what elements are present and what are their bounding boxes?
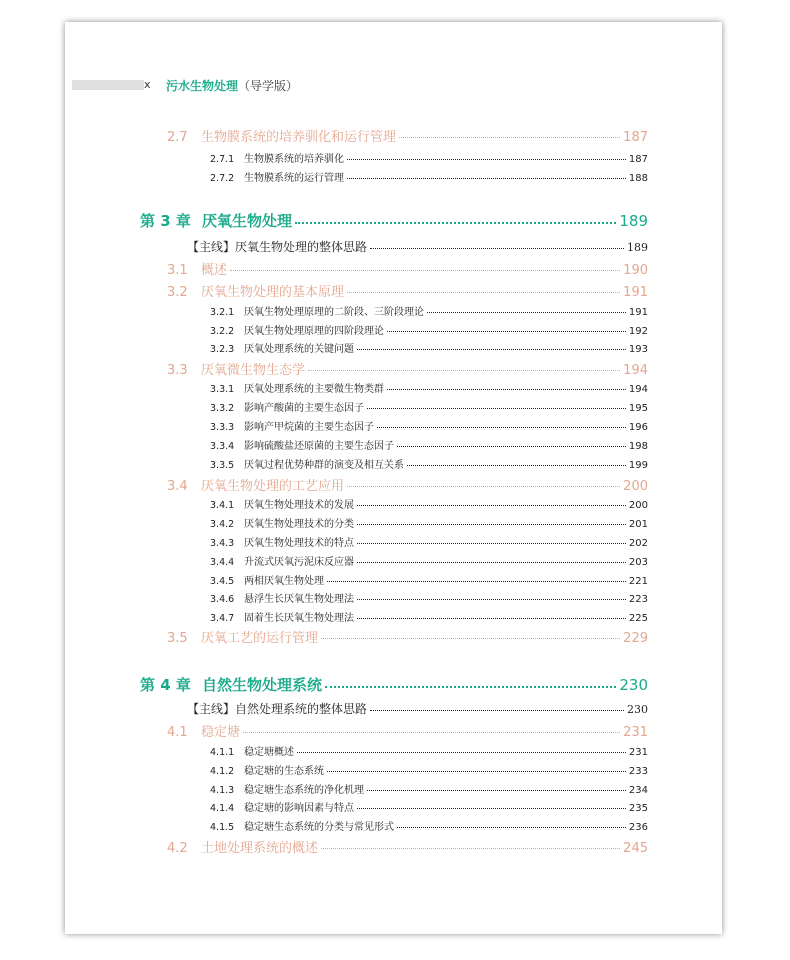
toc-entry-sub (210, 818, 648, 833)
toc-entry-sub (210, 169, 648, 184)
dot-leader (357, 599, 626, 600)
toc-entry-title: 稳定塘的影响因素与特点 (244, 803, 354, 814)
toc-entry-page: 235 (628, 803, 648, 814)
toc-entry-title: 厌氧生物处理技术的特点 (244, 538, 354, 549)
dot-leader (357, 349, 626, 350)
toc-entry-number: 4.1.4 (210, 803, 235, 814)
toc-entry-sub (210, 762, 648, 777)
toc-entry-title: 生物膜系统的运行管理 (244, 173, 344, 184)
dot-leader (357, 543, 626, 544)
toc-entry-title: 概述 (201, 263, 228, 278)
toc-entry-page: 229 (623, 631, 648, 646)
toc-entry-page: 203 (628, 557, 648, 568)
toc-entry-section (167, 359, 648, 378)
toc-entry-page: 200 (628, 500, 648, 511)
toc-entry-page: 193 (628, 344, 648, 355)
dot-leader (325, 686, 616, 688)
toc-entry-sub (210, 534, 648, 549)
toc-entry-title: 【主线】厌氧生物处理的整体思路 (187, 240, 368, 254)
toc-entry-number: 4.2 (167, 841, 188, 856)
header-page-number: x (144, 78, 151, 91)
toc-entry-page: 236 (628, 822, 648, 833)
toc-entry-title: 厌氧微生物生态学 (201, 363, 306, 378)
toc-entry-number: 4.1.1 (210, 747, 235, 758)
toc-entry-page: 191 (623, 285, 648, 300)
dot-leader (295, 222, 616, 224)
header-book-title (166, 77, 298, 94)
toc-entry-number: 3.4.1 (210, 500, 235, 511)
toc-entry-page: 187 (628, 154, 648, 165)
dot-leader (357, 524, 626, 525)
dot-leader (357, 505, 626, 506)
toc-entry-number: 3.2.1 (210, 307, 235, 318)
toc-entry-number: 3.4.2 (210, 519, 235, 530)
toc-entry-title: 生物膜系统的培养驯化和运行管理 (201, 130, 397, 145)
toc-entry-title: 悬浮生长厌氧生物处理法 (244, 594, 354, 605)
dot-leader (397, 827, 626, 828)
toc-entry-number: 3.3.3 (210, 422, 235, 433)
toc-entry-number: 4.1.3 (210, 785, 235, 796)
toc-entry-title: 厌氧生物处理原理的四阶段理论 (244, 326, 384, 337)
toc-entry-number: 3.4.3 (210, 538, 235, 549)
toc-entry-number: 3.4.7 (210, 613, 235, 624)
toc-entry-page: 194 (623, 363, 648, 378)
toc-entry-number: 3.2 (167, 285, 188, 300)
toc-entry-number: 3.4.6 (210, 594, 235, 605)
toc-entry-sub (210, 515, 648, 530)
dot-leader (387, 389, 626, 390)
toc-entry-sub (210, 456, 648, 471)
toc-entry-page: 188 (628, 173, 648, 184)
dot-leader (357, 562, 626, 563)
dot-leader (357, 808, 626, 809)
toc-entry-sub (210, 380, 648, 395)
toc-entry-title: 影响产酸菌的主要生态因子 (244, 403, 364, 414)
toc-entry-number: 3.4.5 (210, 576, 235, 587)
toc-entry-number: 2.7.1 (210, 154, 235, 165)
toc-entry-page: 198 (628, 441, 648, 452)
toc-entry-number: 2.7 (167, 130, 188, 145)
dot-leader (399, 137, 620, 138)
toc-entry-section (167, 281, 648, 300)
toc-entry-title: 自然生物处理系统 (202, 676, 323, 694)
toc-entry-sub (210, 437, 648, 452)
toc-entry-title: 稳定塘 (201, 725, 241, 740)
toc-entry-sub (210, 150, 648, 165)
dot-leader (370, 710, 624, 711)
dot-leader (243, 732, 620, 733)
toc-entry-title: 厌氧生物处理的基本原理 (201, 285, 345, 300)
toc-entry-title: 厌氧生物处理技术的发展 (244, 500, 354, 511)
toc-entry-number: 第 4 章 (140, 676, 191, 694)
toc-entry-page: 202 (628, 538, 648, 549)
toc-entry-page: 189 (627, 241, 648, 254)
toc-entry-page: 230 (627, 703, 648, 716)
toc-entry-page: 190 (623, 263, 648, 278)
toc-entry-sub (210, 418, 648, 433)
toc-entry-page: 221 (628, 576, 648, 587)
dot-leader (357, 618, 626, 619)
dot-leader (367, 790, 626, 791)
toc-entry-number: 3.3.1 (210, 384, 235, 395)
toc-entry-page: 192 (628, 326, 648, 337)
toc-entry-number: 3.4.4 (210, 557, 235, 568)
toc-entry-title: 厌氧生物处理的工艺应用 (201, 479, 345, 494)
toc-entry-page: 200 (623, 479, 648, 494)
toc-entry-page: 195 (628, 403, 648, 414)
toc-entry-section (167, 475, 648, 494)
dot-leader (327, 581, 626, 582)
dot-leader (347, 178, 626, 179)
toc-entry-page: 231 (623, 725, 648, 740)
toc-entry-sub (210, 322, 648, 337)
toc-entry-number: 4.1.2 (210, 766, 235, 777)
toc-entry-page: 196 (628, 422, 648, 433)
toc-entry-number: 3.3.5 (210, 460, 235, 471)
dot-leader (427, 312, 626, 313)
dot-leader (367, 408, 626, 409)
toc-entry-sub (210, 781, 648, 796)
toc-entry-number: 2.7.2 (210, 173, 235, 184)
dot-leader (377, 427, 626, 428)
book-subtitle: （导学版） (238, 79, 299, 93)
toc-entry-page: 245 (623, 841, 648, 856)
toc-entry-page: 234 (628, 785, 648, 796)
toc-entry-page: 199 (628, 460, 648, 471)
toc-entry-page: 233 (628, 766, 648, 777)
toc-entry-chapter (140, 674, 648, 695)
dot-leader (321, 848, 620, 849)
toc-entry-page: 201 (628, 519, 648, 530)
toc-entry-page: 223 (628, 594, 648, 605)
dot-leader (327, 771, 626, 772)
toc-entry-title: 生物膜系统的培养驯化 (244, 154, 344, 165)
dot-leader (347, 292, 620, 293)
dot-leader (230, 270, 620, 271)
toc-entry-mainline (187, 700, 648, 717)
toc-entry-section (167, 837, 648, 856)
toc-entry-title: 稳定塘的生态系统 (244, 766, 324, 777)
toc-entry-number: 3.2.3 (210, 344, 235, 355)
toc-entry-number: 4.1.5 (210, 822, 235, 833)
book-title: 污水生物处理 (166, 79, 239, 93)
dot-leader (297, 752, 626, 753)
toc-entry-section (167, 721, 648, 740)
toc-entry-number: 3.5 (167, 631, 188, 646)
toc-entry-sub (210, 609, 648, 624)
toc-entry-number: 3.3.2 (210, 403, 235, 414)
toc-entry-title: 厌氧工艺的运行管理 (201, 631, 319, 646)
toc-entry-section (167, 627, 648, 646)
toc-entry-page: 187 (623, 130, 648, 145)
dot-leader (407, 465, 626, 466)
dot-leader (347, 486, 620, 487)
toc-entry-number: 3.3 (167, 363, 188, 378)
toc-entry-title: 土地处理系统的概述 (201, 841, 319, 856)
toc-entry-sub (210, 303, 648, 318)
toc-entry-page: 189 (619, 212, 648, 230)
toc-entry-number: 3.1 (167, 263, 188, 278)
running-header (72, 78, 322, 92)
toc-entry-title: 厌氧生物处理技术的分类 (244, 519, 354, 530)
toc-entry-title: 【主线】自然处理系统的整体思路 (187, 702, 368, 716)
toc-entry-mainline (187, 238, 648, 255)
dot-leader (347, 159, 626, 160)
toc-entry-number: 4.1 (167, 725, 188, 740)
toc-entry-title: 稳定塘概述 (244, 747, 294, 758)
toc-entry-sub (210, 743, 648, 758)
toc-entry-title: 厌氧生物处理 (202, 212, 293, 230)
toc-entry-sub (210, 496, 648, 511)
toc-entry-sub (210, 340, 648, 355)
toc-entry-title: 固着生长厌氧生物处理法 (244, 613, 354, 624)
dot-leader (387, 331, 626, 332)
toc-entry-title: 稳定塘生态系统的净化机理 (244, 785, 364, 796)
toc-entry-sub (210, 553, 648, 568)
toc-entry-title: 两相厌氧生物处理 (244, 576, 324, 587)
toc-entry-page: 230 (619, 676, 648, 694)
dot-leader (397, 446, 626, 447)
toc-entry-number: 3.2.2 (210, 326, 235, 337)
header-bar (72, 80, 144, 90)
dot-leader (370, 248, 624, 249)
toc-entry-number: 3.3.4 (210, 441, 235, 452)
toc-entry-chapter (140, 210, 648, 231)
toc-entry-title: 稳定塘生态系统的分类与常见形式 (244, 822, 394, 833)
toc-entry-number: 第 3 章 (140, 212, 191, 230)
toc-entry-sub (210, 799, 648, 814)
toc-entry-title: 升流式厌氧污泥床反应器 (244, 557, 354, 568)
toc-entry-sub (210, 572, 648, 587)
toc-entry-page: 191 (628, 307, 648, 318)
dot-leader (308, 370, 620, 371)
toc-entry-number: 3.4 (167, 479, 188, 494)
toc-entry-title: 厌氧处理系统的关键问题 (244, 344, 354, 355)
toc-entry-title: 厌氧过程优势种群的演变及相互关系 (244, 460, 404, 471)
toc-entry-title: 影响硫酸盐还原菌的主要生态因子 (244, 441, 394, 452)
toc-entry-title: 厌氧生物处理原理的二阶段、三阶段理论 (244, 307, 424, 318)
toc-entry-title: 影响产甲烷菌的主要生态因子 (244, 422, 374, 433)
toc-entry-section (167, 259, 648, 278)
toc-entry-page: 231 (628, 747, 648, 758)
toc-entry-page: 225 (628, 613, 648, 624)
toc-entry-section (167, 126, 648, 145)
toc-entry-page: 194 (628, 384, 648, 395)
dot-leader (321, 638, 620, 639)
toc-entry-title: 厌氧处理系统的主要微生物类群 (244, 384, 384, 395)
toc-entry-sub (210, 590, 648, 605)
toc-entry-sub (210, 399, 648, 414)
